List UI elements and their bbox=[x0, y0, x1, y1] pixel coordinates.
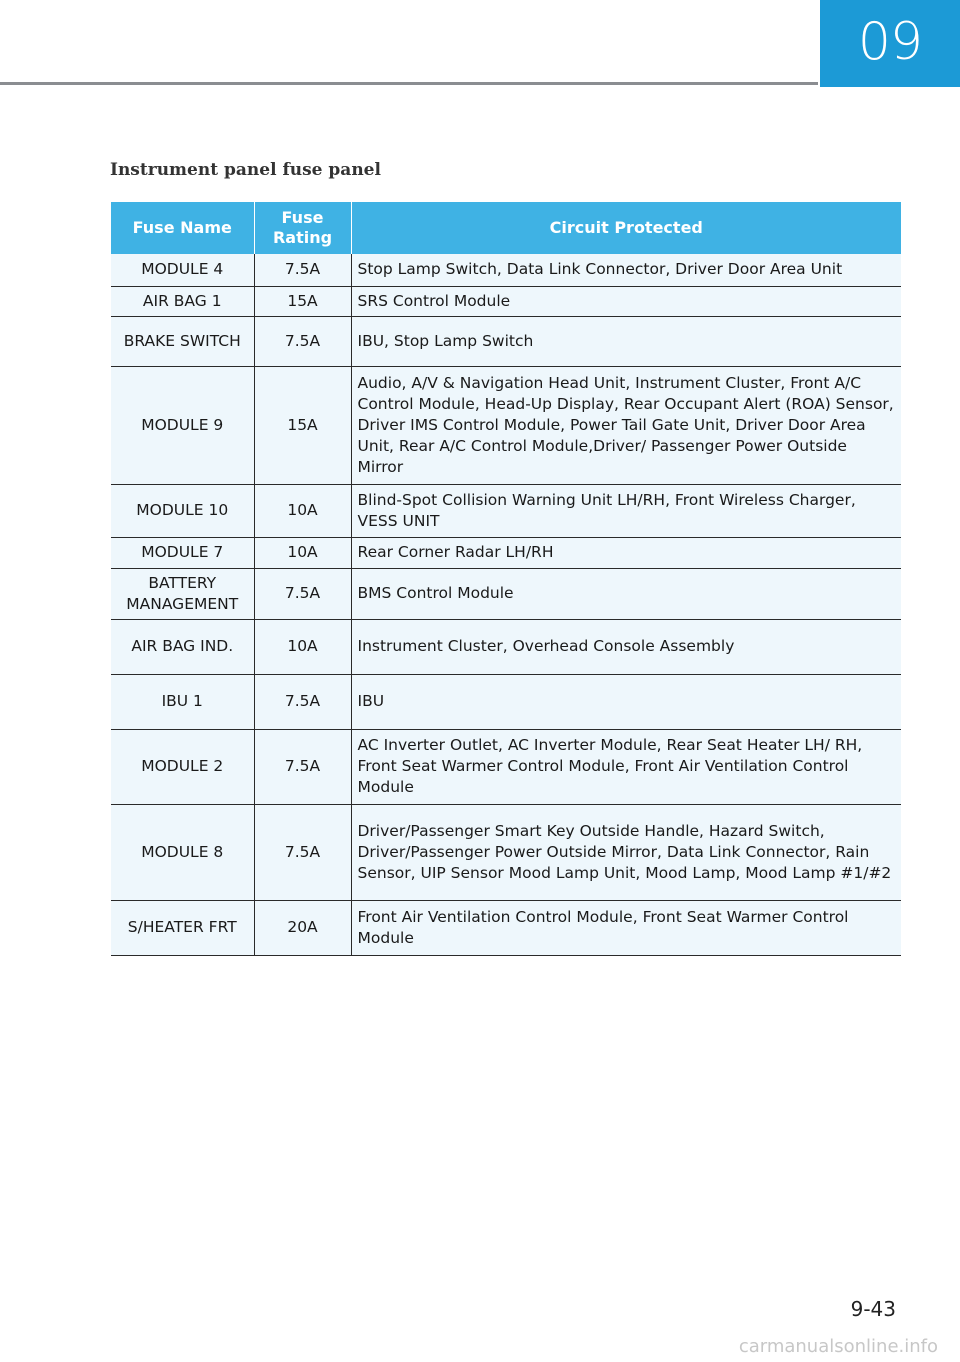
circuit-cell: IBU, Stop Lamp Switch bbox=[351, 316, 901, 366]
circuit-cell: Stop Lamp Switch, Data Link Connector, Driver Door Area Unit bbox=[351, 254, 901, 286]
fuse-table-body bbox=[111, 254, 901, 955]
fuse-rating-cell: 7.5A bbox=[254, 804, 351, 900]
table-row bbox=[111, 286, 901, 316]
fuse-rating-cell: 7.5A bbox=[254, 568, 351, 619]
circuit-cell: Blind-Spot Collision Warning Unit LH/RH, Front Wireless Charger, VESS UNIT bbox=[351, 484, 901, 537]
chapter-tab bbox=[820, 0, 960, 87]
fuse-rating-cell: 7.5A bbox=[254, 729, 351, 804]
header-circuit-protected: Circuit Protected bbox=[351, 202, 901, 254]
fuse-name-cell: S/HEATER FRT bbox=[111, 900, 254, 955]
table-row bbox=[111, 619, 901, 674]
fuse-table bbox=[111, 202, 901, 956]
table-row bbox=[111, 568, 901, 619]
fuse-rating-cell: 15A bbox=[254, 366, 351, 484]
circuit-cell: IBU bbox=[351, 674, 901, 729]
table-row bbox=[111, 804, 901, 900]
section-title: Instrument panel fuse panel bbox=[110, 160, 381, 180]
fuse-name-cell: MODULE 9 bbox=[111, 366, 254, 484]
circuit-cell: SRS Control Module bbox=[351, 286, 901, 316]
fuse-name-cell: BRAKE SWITCH bbox=[111, 316, 254, 366]
table-row bbox=[111, 316, 901, 366]
circuit-cell: Audio, A/V & Navigation Head Unit, Instrument Cluster, Front A/C Control Module, Head-Up Display, Rear Occupant Alert (ROA) Sensor, Driver IMS Control Module, Power Tail Gate Unit, Driver Door Area Unit, Rear A/C Control Module,Driver/ Passenger Power Outside Mirror bbox=[351, 366, 901, 484]
fuse-rating-cell: 10A bbox=[254, 484, 351, 537]
fuse-rating-cell: 10A bbox=[254, 537, 351, 568]
table-row bbox=[111, 900, 901, 955]
circuit-cell: AC Inverter Outlet, AC Inverter Module, Rear Seat Heater LH/ RH, Front Seat Warmer Control Module, Front Air Ventilation Control Module bbox=[351, 729, 901, 804]
table-header-row bbox=[111, 202, 901, 254]
table-row bbox=[111, 484, 901, 537]
circuit-cell: Front Air Ventilation Control Module, Front Seat Warmer Control Module bbox=[351, 900, 901, 955]
chapter-number: 09 bbox=[857, 11, 923, 72]
fuse-rating-cell: 7.5A bbox=[254, 254, 351, 286]
table-row bbox=[111, 729, 901, 804]
circuit-cell: Driver/Passenger Smart Key Outside Handle, Hazard Switch, Driver/Passenger Power Outside Mirror, Data Link Connector, Rain Sensor, UIP Sensor Mood Lamp Unit, Mood Lamp, Mood Lamp #1/#2 bbox=[351, 804, 901, 900]
watermark: carmanualsonline.info bbox=[738, 1336, 938, 1357]
fuse-rating-cell: 7.5A bbox=[254, 316, 351, 366]
circuit-cell: Rear Corner Radar LH/RH bbox=[351, 537, 901, 568]
fuse-name-cell: BATTERY MANAGEMENT bbox=[111, 568, 254, 619]
fuse-name-cell: AIR BAG 1 bbox=[111, 286, 254, 316]
fuse-name-cell: IBU 1 bbox=[111, 674, 254, 729]
fuse-name-cell: AIR BAG IND. bbox=[111, 619, 254, 674]
fuse-rating-cell: 10A bbox=[254, 619, 351, 674]
fuse-name-cell: MODULE 8 bbox=[111, 804, 254, 900]
table-row bbox=[111, 254, 901, 286]
header-rule bbox=[0, 82, 818, 85]
fuse-rating-cell: 20A bbox=[254, 900, 351, 955]
table-row bbox=[111, 674, 901, 729]
fuse-rating-cell: 15A bbox=[254, 286, 351, 316]
fuse-name-cell: MODULE 7 bbox=[111, 537, 254, 568]
fuse-name-cell: MODULE 10 bbox=[111, 484, 254, 537]
table-row bbox=[111, 366, 901, 484]
fuse-name-cell: MODULE 2 bbox=[111, 729, 254, 804]
table-row bbox=[111, 537, 901, 568]
circuit-cell: Instrument Cluster, Overhead Console Assembly bbox=[351, 619, 901, 674]
header-fuse-rating: Fuse Rating bbox=[254, 202, 351, 254]
fuse-name-cell: MODULE 4 bbox=[111, 254, 254, 286]
header-fuse-name: Fuse Name bbox=[111, 202, 254, 254]
fuse-rating-cell: 7.5A bbox=[254, 674, 351, 729]
circuit-cell: BMS Control Module bbox=[351, 568, 901, 619]
page-number: 9-43 bbox=[850, 1297, 896, 1321]
